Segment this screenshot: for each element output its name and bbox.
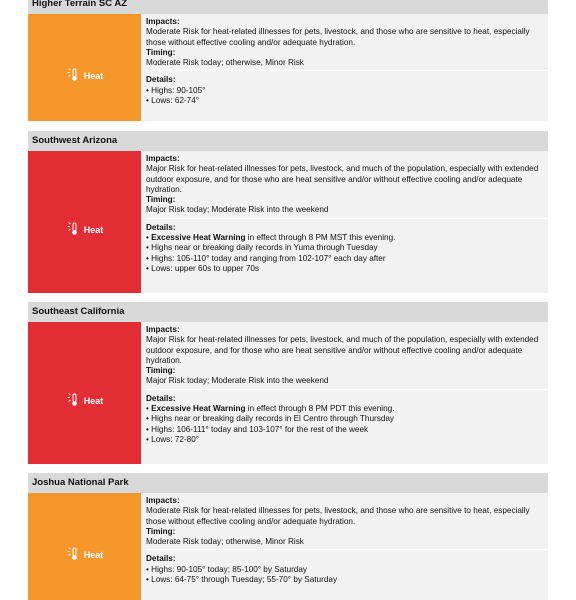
warning-item <box>146 233 548 243</box>
details-label: Details: <box>146 554 176 564</box>
timing-text: Major Risk today; Moderate Risk into the weekend <box>146 376 329 386</box>
badge-label: Heat <box>83 549 104 560</box>
section-content <box>141 14 548 121</box>
impacts-text: Moderate Risk for heat-related illnesses for pets, livestock, and those who are sensitive to heat, especially those without effective cooling and/or adequate hydration. <box>146 27 530 47</box>
risk-badge <box>28 322 141 464</box>
thermometer-sun-icon <box>66 546 82 564</box>
section-southwest-arizona <box>28 131 548 293</box>
impacts-text: Major Risk for heat-related illnesses for pets, livestock, and much of the population, especially with extended outdoor exposure, and for those who are heat sensitive and/or without effective cooling and/or adequate hydration. <box>146 164 539 194</box>
details-label: Details: <box>146 393 176 403</box>
impacts-text: Moderate Risk for heat-related illnesses for pets, livestock, and those who are sensitive to heat, especially those without effective cooling and/or adequate hydration. <box>146 506 530 526</box>
details-label: Details: <box>146 222 176 232</box>
detail-item: • Lows: 72-80° <box>146 435 548 445</box>
timing-label: Timing: <box>146 526 176 536</box>
detail-item: • Highs: 106-111° today and 103-107° for the rest of the week <box>146 425 548 435</box>
thermometer-sun-icon <box>66 221 82 239</box>
section-higher-terrain <box>28 0 548 121</box>
impacts-label: Impacts: <box>146 17 180 26</box>
section-title: Higher Terrain SC AZ <box>28 0 548 14</box>
warning-name: Excessive Heat Warning <box>151 404 246 414</box>
warning-text: in effect through 8 PM PDT this evening. <box>245 404 395 414</box>
detail-item: • Highs near or breaking daily records in Yuma through Tuesday <box>146 243 548 253</box>
risk-badge <box>28 14 141 121</box>
thermometer-sun-icon <box>66 392 82 410</box>
impacts-label: Impacts: <box>146 496 180 505</box>
detail-item: • Lows: upper 60s to upper 70s <box>146 264 548 274</box>
section-content <box>141 151 548 293</box>
timing-label: Timing: <box>146 47 176 57</box>
detail-item: • Highs: 90-105° today; 85-100° by Saturday <box>146 565 548 575</box>
impacts-label: Impacts: <box>146 154 180 163</box>
warning-name: Excessive Heat Warning <box>151 233 246 243</box>
warning-text: in effect through 8 PM MST this evening. <box>245 233 396 243</box>
section-joshua-national-park <box>28 473 548 600</box>
timing-text: Major Risk today; Moderate Risk into the weekend <box>146 205 329 215</box>
timing-label: Timing: <box>146 366 176 376</box>
timing-text: Moderate Risk today; otherwise, Minor Risk <box>146 58 304 68</box>
section-content <box>141 493 548 600</box>
details-label: Details: <box>146 75 176 85</box>
section-title: Southwest Arizona <box>28 131 548 151</box>
section-title: Southeast California <box>28 302 548 322</box>
detail-item: • Lows: 62-74° <box>146 96 548 106</box>
thermometer-sun-icon <box>66 67 82 85</box>
badge-label: Heat <box>83 396 104 406</box>
impacts-label: Impacts: <box>146 325 180 334</box>
risk-badge <box>28 493 141 600</box>
timing-text: Moderate Risk today; otherwise, Minor Risk <box>146 537 304 547</box>
impacts-text: Major Risk for heat-related illnesses for pets, livestock, and much of the population, especially with extended outdoor exposure, and for those who are heat sensitive and/or without effective cooling and/or adequate hydration. <box>146 335 539 365</box>
detail-item: • Highs near or breaking daily records in El Centro through Thursday <box>146 414 548 424</box>
section-southeast-california <box>28 302 548 464</box>
section-content <box>141 322 548 464</box>
warning-item <box>146 404 548 414</box>
timing-label: Timing: <box>146 195 176 205</box>
badge-label: Heat <box>83 225 104 235</box>
section-title: Joshua National Park <box>28 473 548 493</box>
detail-item: • Highs: 105-110° today and ranging from 102-107° each day after <box>146 254 548 264</box>
detail-item: • Highs: 90-105° <box>146 86 548 96</box>
detail-item: • Lows: 64-75° through Tuesday; 55-70° by Saturday <box>146 575 548 585</box>
badge-label: Heat <box>83 70 104 81</box>
risk-badge <box>28 151 141 293</box>
